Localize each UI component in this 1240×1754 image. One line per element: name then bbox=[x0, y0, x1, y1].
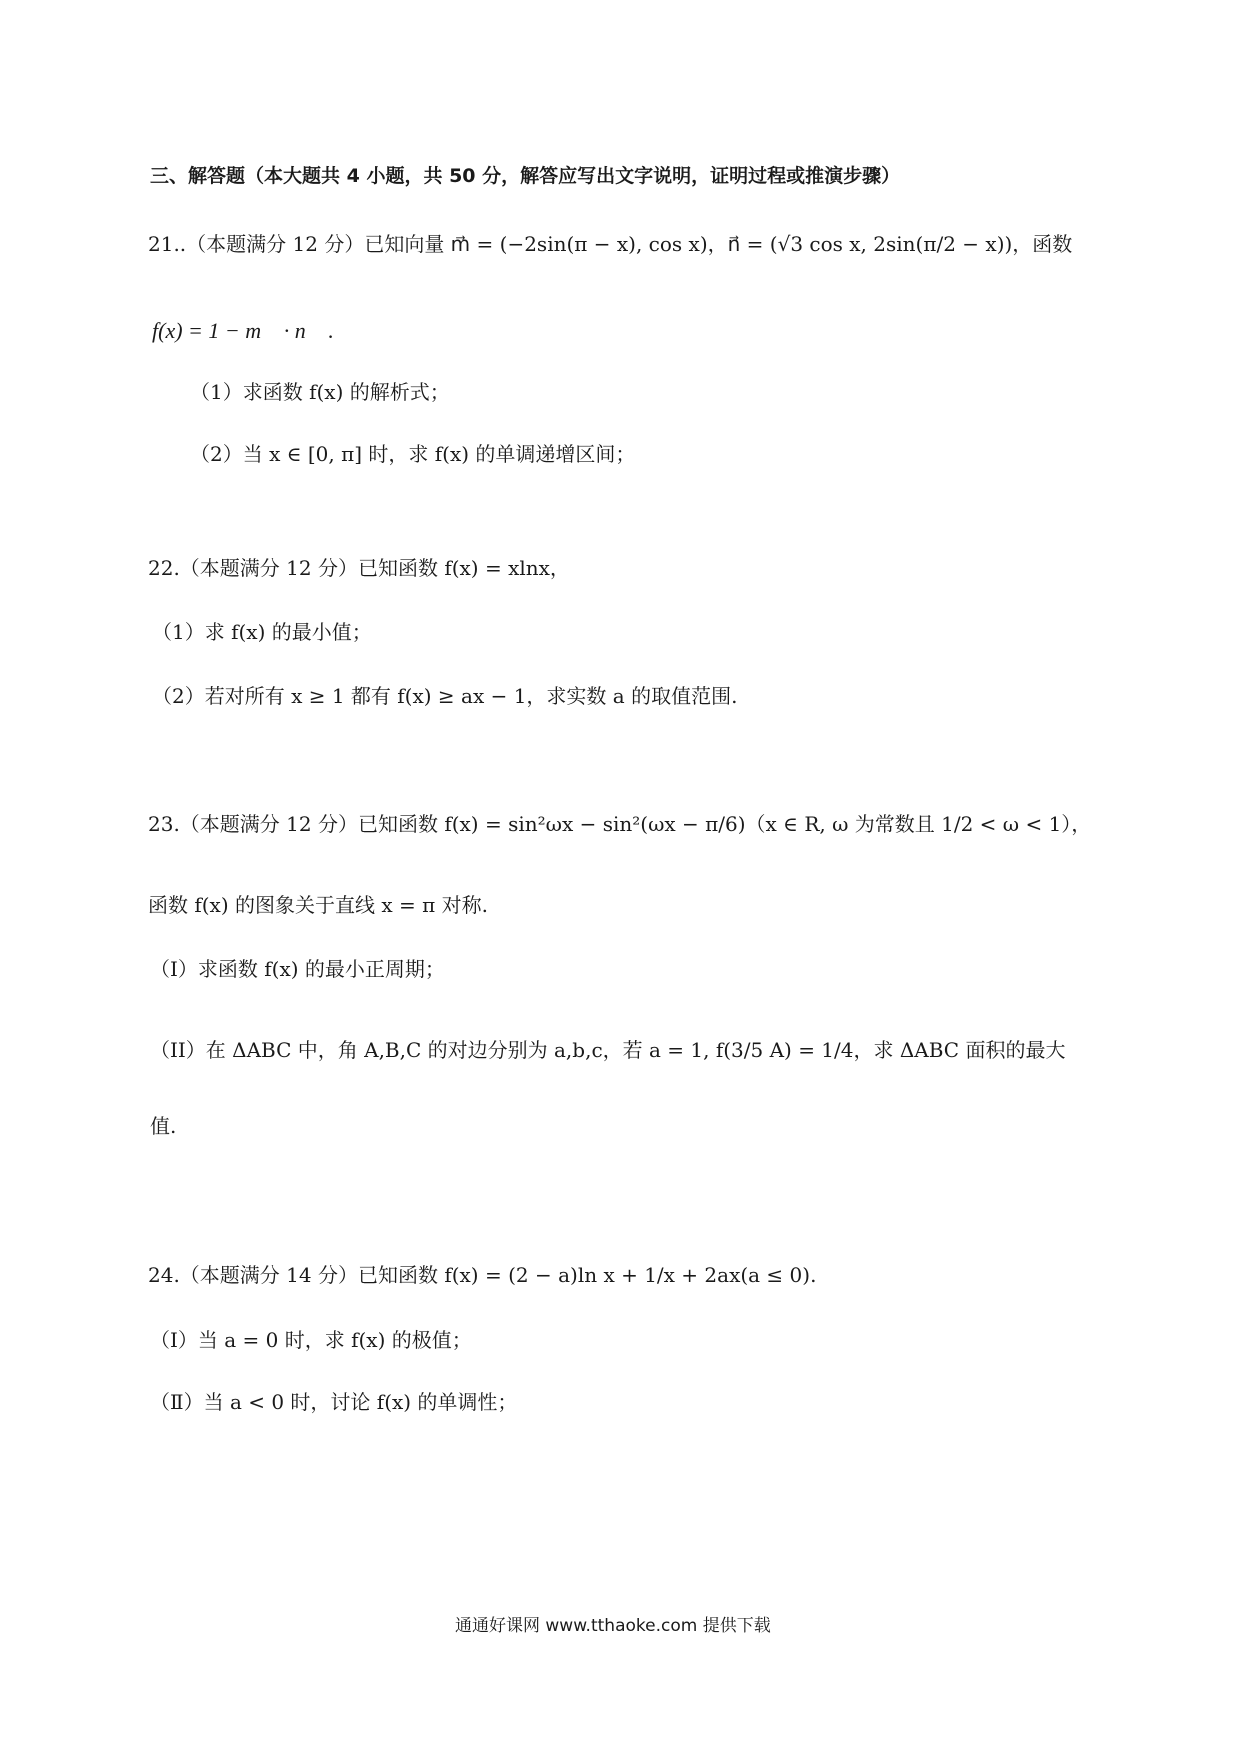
q22-part1: （1）求 f(x) 的最小值； bbox=[152, 620, 372, 644]
q23-part2: （II）在 ΔABC 中，角 A,B,C 的对边分别为 a,b,c，若 a = 1, f(3/5 A) = 1/4，求 ΔABC 面积的最大 bbox=[150, 1038, 1066, 1062]
q21-stem: 21..（本题满分 12 分）已知向量 m⃗ = (−2sin(π − x), cos x)，n⃗ = (√3 cos x, 2sin(π/2 − x))，函数 bbox=[148, 232, 1073, 256]
q22-part2: （2）若对所有 x ≥ 1 都有 f(x) ≥ ax − 1，求实数 a 的取值范围. bbox=[152, 684, 738, 708]
q21-part1: （1）求函数 f(x) 的解析式； bbox=[190, 380, 450, 404]
q24-part2: （Ⅱ）当 a < 0 时，讨论 f(x) 的单调性； bbox=[150, 1390, 518, 1414]
q23-stem: 23.（本题满分 12 分）已知函数 f(x) = sin²ωx − sin²(ωx − π/6)（x ∈ R, ω 为常数且 1/2 < ω < 1）， bbox=[148, 812, 1092, 836]
q23-part2-cont: 值. bbox=[150, 1114, 177, 1138]
section-heading: 三、解答题（本大题共 4 小题，共 50 分，解答应写出文字说明，证明过程或推演步骤） bbox=[150, 165, 901, 187]
q21-formula: f(x) = 1 − m⃗ · n⃗ . bbox=[152, 318, 334, 343]
q24-stem: 24.（本题满分 14 分）已知函数 f(x) = (2 − a)ln x + 1/x + 2ax(a ≤ 0). bbox=[148, 1263, 817, 1287]
q21-part2: （2）当 x ∈ [0, π] 时，求 f(x) 的单调递增区间； bbox=[190, 442, 636, 466]
q24-part1: （Ⅰ）当 a = 0 时，求 f(x) 的极值； bbox=[150, 1328, 472, 1352]
page-footer: 通通好课网 www.tthaoke.com 提供下载 bbox=[455, 1616, 771, 1636]
q22-stem: 22.（本题满分 12 分）已知函数 f(x) = xlnx， bbox=[148, 556, 570, 580]
q23-part1: （I）求函数 f(x) 的最小正周期； bbox=[150, 957, 445, 981]
q23-stem-cont: 函数 f(x) 的图象关于直线 x = π 对称. bbox=[148, 893, 488, 917]
